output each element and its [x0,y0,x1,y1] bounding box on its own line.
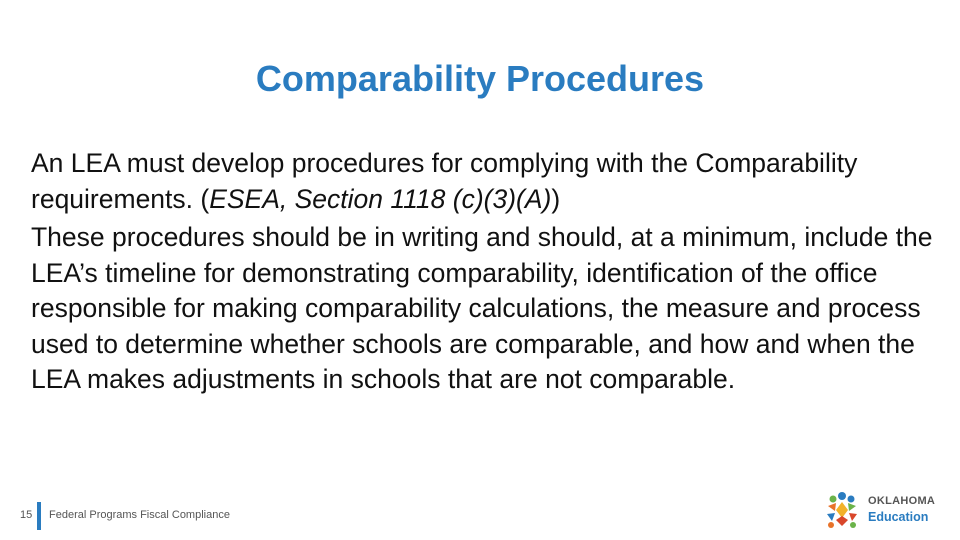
page-number: 15 [20,509,33,521]
citation: ESEA, Section 1118 (c)(3)(A) [209,183,552,214]
logo-text-education: Education [868,510,929,524]
paragraph-procedures: These procedures should be in writing and should, at a minimum, include the LEA’s timeline for demonstrating comparability, identification of the office responsible for making comparability calculations, the measure and process used to determine whether schools are comparable, and how and when the LEA makes adjustments in schools that are not comparable. [31,222,933,394]
citation-close: ) [551,183,561,214]
slide-title: Comparability Procedures [255,58,705,99]
paragraph-requirement-text: An LEA must develop procedures for complying with the Comparability requirements. ( [31,148,858,214]
logo-text-oklahoma: OKLAHOMA [868,495,936,507]
footer-divider [37,502,41,530]
paragraph-requirement [31,146,946,217]
slide-body [31,146,946,398]
footer-label: Federal Programs Fiscal Compliance [49,509,230,521]
oklahoma-education-logo-icon [822,490,862,530]
footer [0,500,960,536]
oklahoma-education-logo [822,490,947,530]
